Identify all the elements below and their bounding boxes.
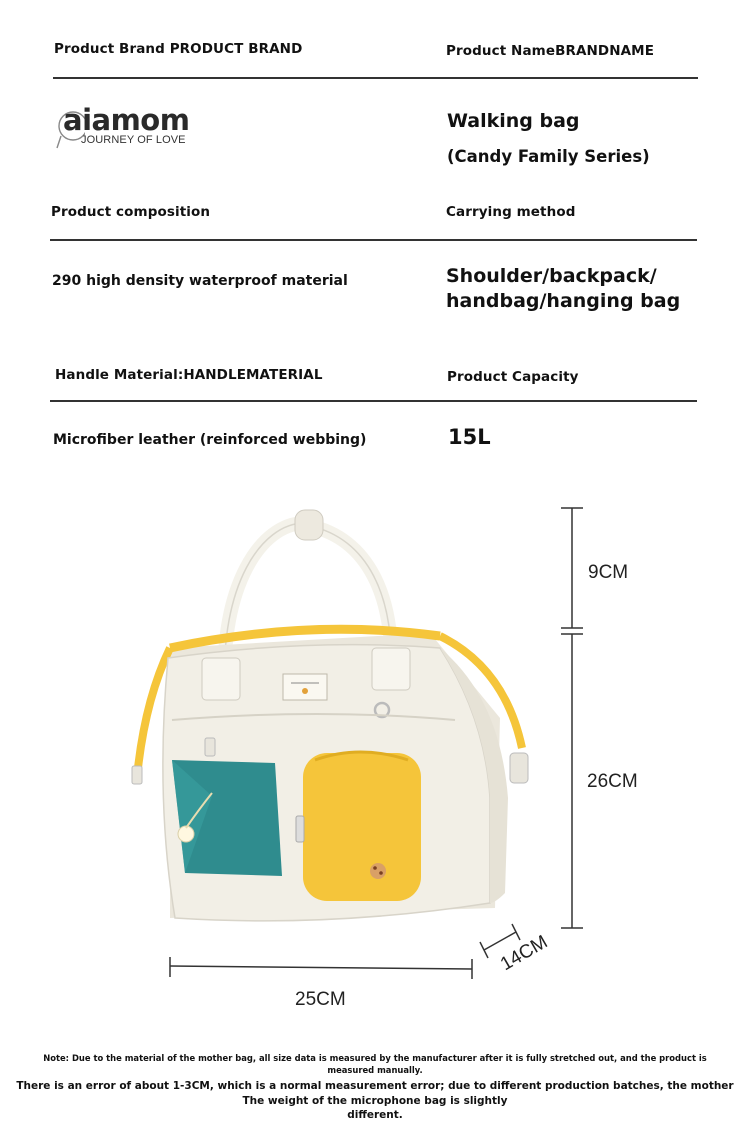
composition-value: 290 high density waterproof material [52, 273, 348, 289]
dim-body-height: 26CM [587, 771, 638, 792]
product-name-line2: (Candy Family Series) [447, 147, 650, 166]
product-name-line1: Walking bag [447, 110, 580, 132]
note-line-1: Note: Due to the material of the mother bag, all size data is measured by the manufacturer after it is fully stretched out, and the product is measured manually. [43, 1053, 707, 1075]
dim-width: 25CM [295, 989, 346, 1010]
dim-handle-height: 9CM [588, 562, 629, 583]
note-line-2: There is an error of about 1-3CM, which is a normal measurement error; due to different production batches, the mother [16, 1080, 734, 1092]
capacity-label: Product Capacity [447, 369, 579, 385]
capacity-value: 15L [448, 425, 491, 449]
brand-label: Product Brand PRODUCT BRAND [54, 41, 303, 57]
name-label: Product NameBRANDNAME [446, 43, 655, 59]
divider-1 [53, 77, 698, 79]
logo-tagline: JOURNEY OF LOVE [81, 134, 186, 146]
carrying-value-line2: handbag/hanging bag [446, 290, 681, 312]
note-line-4: different. [347, 1109, 403, 1121]
divider-2 [50, 239, 697, 241]
logo-wordmark: aiamom [63, 103, 190, 137]
handle-label: Handle Material:HANDLEMATERIAL [55, 367, 323, 383]
carrying-label: Carrying method [446, 204, 576, 220]
brand-logo [55, 104, 215, 150]
handle-value: Microfiber leather (reinforced webbing) [53, 432, 367, 448]
composition-label: Product composition [51, 204, 211, 220]
dim-depth: 14CM [497, 931, 552, 976]
divider-3 [50, 400, 697, 402]
note-line-3: The weight of the microphone bag is slightly [242, 1095, 508, 1107]
dimension-lines [160, 500, 590, 1000]
carrying-value-line1: Shoulder/backpack/ [446, 265, 657, 287]
